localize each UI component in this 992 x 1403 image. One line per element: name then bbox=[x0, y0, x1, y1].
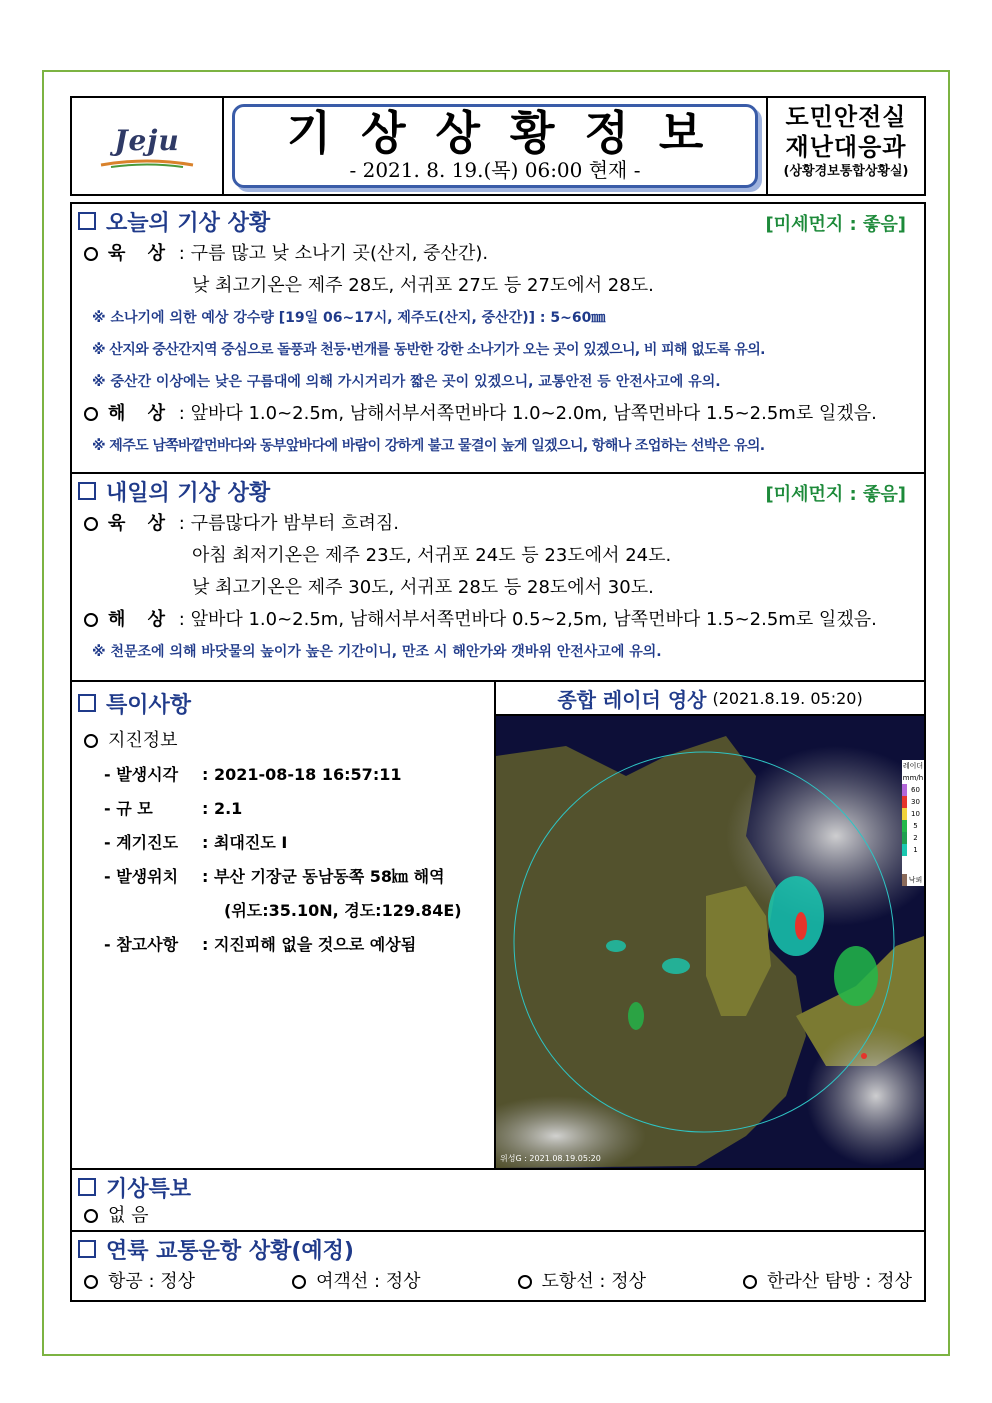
traffic-hallasan: 한라산 탐방 : 정상 bbox=[743, 1266, 912, 1298]
page-title: 기상상황정보 bbox=[286, 106, 734, 160]
circle-bullet-icon bbox=[518, 1275, 532, 1289]
report-header bbox=[70, 96, 926, 196]
circle-bullet-icon bbox=[84, 613, 98, 627]
circle-bullet-icon bbox=[84, 247, 98, 261]
today-note-1: ※ 소나기에 의한 예상 강수량 [19일 06~17시, 제주도(산지, 중산간)] : 5~60㎜ bbox=[92, 310, 606, 326]
circle-bullet-icon bbox=[84, 1275, 98, 1289]
today-note-2: ※ 산지와 중산간지역 중심으로 돌풍과 천둥·번개를 동반한 강한 소나기가 오는 곳이 있겠으니, 비 피해 없도록 유의. bbox=[92, 342, 765, 358]
report-date: - 2021. 8. 19.(목) 06:00 현재 - bbox=[349, 158, 641, 182]
logo-text: Jeju bbox=[114, 123, 180, 157]
dept-name-3: (상황경보통합상황실) bbox=[783, 164, 909, 179]
special-info bbox=[72, 682, 496, 1168]
jeju-logo bbox=[72, 98, 224, 194]
eq-intensity: - 계기진도 : 최대진도 Ⅰ bbox=[104, 833, 288, 852]
today-dust: [미세먼지 : 좋음] bbox=[765, 214, 906, 235]
earthquake-title: 지진정보 bbox=[72, 724, 494, 758]
circle-bullet-icon bbox=[84, 407, 98, 421]
dept-name-1: 도민안전실 bbox=[785, 103, 907, 131]
traffic-island-ferry: 도항선 : 정상 bbox=[518, 1266, 646, 1298]
warning-section bbox=[70, 1170, 926, 1232]
traffic-ferry: 여객선 : 정상 bbox=[292, 1266, 420, 1298]
traffic-heading bbox=[72, 1232, 924, 1266]
weather-report bbox=[70, 96, 926, 1302]
checkbox-icon bbox=[78, 482, 96, 500]
tomorrow-land-min: 아침 최저기온은 제주 23도, 서귀포 24도 등 23도에서 24도. bbox=[192, 545, 672, 566]
circle-bullet-icon bbox=[84, 517, 98, 531]
circle-bullet-icon bbox=[743, 1275, 757, 1289]
today-sea: 해 상 : 앞바다 1.0~2.5m, 남해서부서쪽먼바다 1.0~2.0m, 남쪽먼바다 1.5~2.5m로 일겠음. bbox=[72, 398, 924, 430]
warning-text: 없 음 bbox=[72, 1204, 924, 1228]
tomorrow-sea: 해 상 : 앞바다 1.0~2.5m, 남해서부서쪽먼바다 0.5~2,5m, 남쪽먼바다 1.5~2.5m로 일겠음. bbox=[72, 604, 924, 636]
checkbox-icon bbox=[78, 1178, 96, 1196]
traffic-section bbox=[70, 1232, 926, 1302]
checkbox-icon bbox=[78, 212, 96, 230]
checkbox-icon bbox=[78, 1240, 96, 1258]
special-heading bbox=[72, 682, 494, 724]
today-land: 육 상 : 구름 많고 낮 소나기 곳(산지, 중산간). bbox=[72, 238, 924, 270]
warning-title: 기상특보 bbox=[106, 1176, 192, 1202]
radar-title: 종합 레이더 영상 bbox=[557, 687, 707, 712]
circle-bullet-icon bbox=[84, 734, 98, 748]
eq-time: - 발생시각 : 2021-08-18 16:57:11 bbox=[104, 765, 402, 784]
radar-footer: 위성G : 2021.08.19.05:20 bbox=[500, 1154, 601, 1163]
eq-magnitude: - 규 모 : 2.1 bbox=[104, 799, 243, 818]
radar-heading bbox=[496, 682, 924, 716]
department bbox=[766, 98, 924, 194]
eq-coords: (위도:35.10N, 경도:129.84E) bbox=[224, 901, 462, 920]
radar-image bbox=[496, 716, 924, 1168]
traffic-status bbox=[72, 1266, 924, 1298]
today-note-4: ※ 제주도 남쪽바깥먼바다와 동부앞바다에 바람이 강하게 불고 물결이 높게 일겠으니, 항해나 조업하는 선박은 유의. bbox=[92, 438, 765, 454]
tomorrow-land: 육 상 : 구름많다가 밤부터 흐려짐. bbox=[72, 508, 924, 540]
title-box bbox=[232, 104, 758, 188]
today-section bbox=[70, 202, 926, 474]
today-land-temp: 낮 최고기온은 제주 28도, 서귀포 27도 등 27도에서 28도. bbox=[192, 275, 654, 296]
eq-reference: - 참고사항 : 지진피해 없을 것으로 예상됨 bbox=[104, 935, 417, 954]
warning-heading bbox=[72, 1170, 924, 1204]
today-title: 오늘의 기상 상황 bbox=[106, 210, 271, 236]
radar-time: (2021.8.19. 05:20) bbox=[712, 688, 863, 708]
tomorrow-land-max: 낮 최고기온은 제주 30도, 서귀포 28도 등 28도에서 30도. bbox=[192, 577, 654, 598]
traffic-title: 연륙 교통운항 상황(예정) bbox=[106, 1238, 354, 1264]
tomorrow-section bbox=[70, 474, 926, 682]
checkbox-icon bbox=[78, 694, 96, 712]
special-title: 특이사항 bbox=[106, 692, 192, 718]
tomorrow-title: 내일의 기상 상황 bbox=[106, 480, 271, 506]
eq-location: - 발생위치 : 부산 기장군 동남동쪽 58㎞ 해역 bbox=[104, 867, 445, 886]
logo-swoosh-icon bbox=[97, 157, 197, 169]
radar-map bbox=[496, 716, 924, 1168]
radar-legend: 레이더 mm/h 60 30 10 5 2 1 낙뢰 bbox=[902, 762, 924, 884]
traffic-air: 항공 : 정상 bbox=[84, 1266, 195, 1298]
circle-bullet-icon bbox=[84, 1209, 98, 1223]
radar-panel bbox=[496, 682, 924, 1168]
circle-bullet-icon bbox=[292, 1275, 306, 1289]
tomorrow-dust: [미세먼지 : 좋음] bbox=[765, 484, 906, 505]
tomorrow-note-1: ※ 천문조에 의해 바닷물의 높이가 높은 기간이니, 만조 시 해안가와 갯바위 안전사고에 유의. bbox=[92, 644, 662, 660]
today-note-3: ※ 중산간 이상에는 낮은 구름대에 의해 가시거리가 짧은 곳이 있겠으니, 교통안전 등 안전사고에 유의. bbox=[92, 374, 721, 390]
dept-name-2: 재난대응과 bbox=[785, 133, 907, 161]
special-section bbox=[70, 682, 926, 1170]
